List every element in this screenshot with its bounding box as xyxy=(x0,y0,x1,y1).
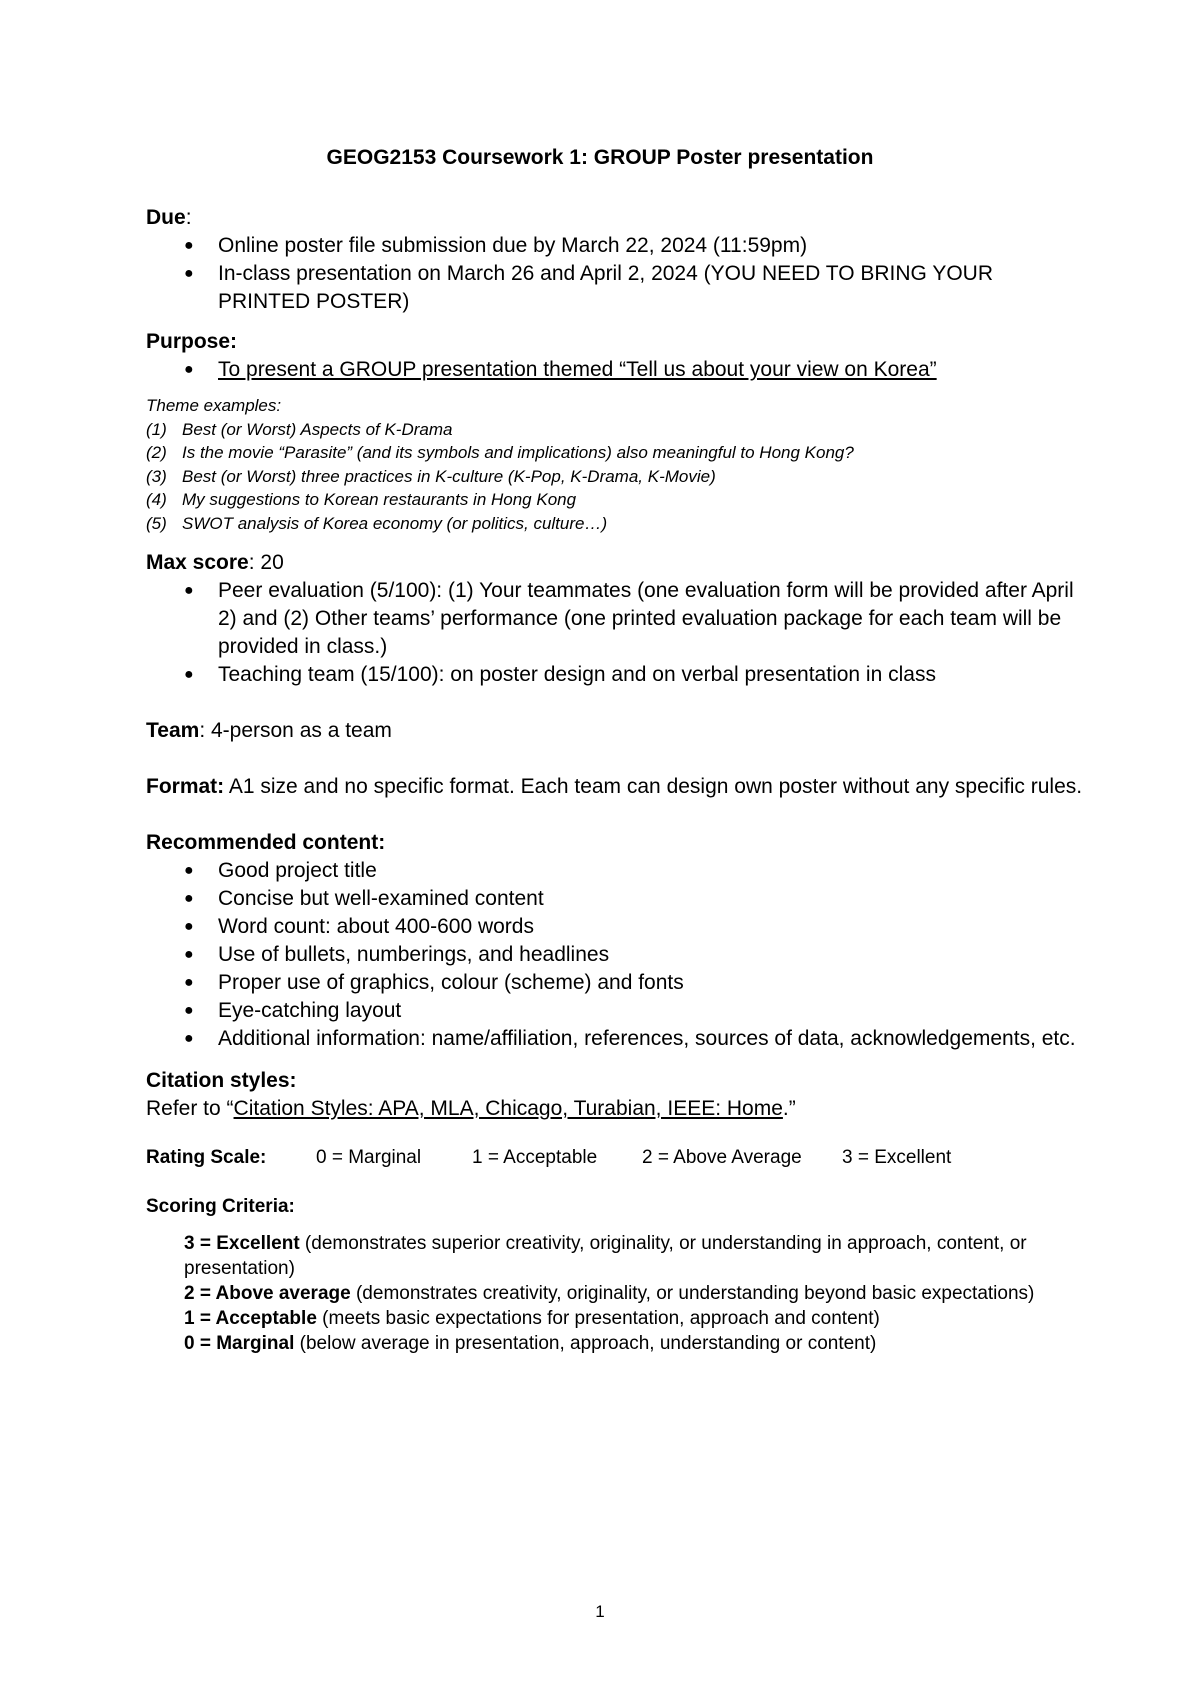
due-list xyxy=(146,232,1086,316)
bullet-icon: ● xyxy=(184,265,194,282)
list-item: ● In-class presentation on March 26 and April 2, 2024 (YOU NEED TO BRING YOUR PRINTED POSTER) xyxy=(184,262,994,313)
list-item: ● Peer evaluation (5/100): (1) Your teammates (one evaluation form will be provided after April 2) and (2) Other teams’ performance (one printed evaluation package for each team will be provided in class.) xyxy=(184,579,1074,658)
bullet-icon: ● xyxy=(184,918,194,935)
citation-text: Refer to “Citation Styles: APA, MLA, Chicago, Turabian, IEEE: Home.” xyxy=(146,1097,796,1120)
purpose-heading: Purpose: xyxy=(146,330,238,353)
format-label: Format: xyxy=(146,775,225,798)
bullet-icon: ● xyxy=(184,582,194,599)
due-section xyxy=(146,204,1086,316)
bullet-icon: ● xyxy=(184,237,194,254)
page-title: GEOG2153 Coursework 1: GROUP Poster presentation xyxy=(326,146,874,169)
bullet-icon: ● xyxy=(184,666,194,683)
team-section xyxy=(146,717,1086,745)
list-item: ● Proper use of graphics, colour (scheme) and fonts xyxy=(146,969,1086,997)
recommended-heading: Recommended content: xyxy=(146,831,386,854)
scoring-section xyxy=(146,1194,1086,1356)
purpose-section xyxy=(146,328,1086,535)
theme-examples-label: Theme examples: xyxy=(146,396,282,415)
purpose-list xyxy=(146,356,1086,384)
bullet-icon: ● xyxy=(184,1002,194,1019)
theme-item: (3) Best (or Worst) three practices in K-culture (K-Pop, K-Drama, K-Movie) xyxy=(146,466,716,486)
criteria-item: 3 = Excellent (demonstrates superior creativity, originality, or understanding in approach, content, or presentation) xyxy=(184,1233,1027,1279)
scoring-heading: Scoring Criteria: xyxy=(146,1196,295,1217)
list-item: ● Online poster file submission due by March 22, 2024 (11:59pm) xyxy=(146,232,1086,260)
theme-item: (1) Best (or Worst) Aspects of K-Drama xyxy=(146,419,453,439)
theme-item: (2) Is the movie “Parasite” (and its symbols and implications) also meaningful to Hong Kong? xyxy=(146,443,854,462)
due-label: Due xyxy=(146,206,186,229)
rating-excellent: 3 = Excellent xyxy=(842,1147,952,1168)
document-body xyxy=(146,204,1086,1356)
scoring-criteria-list xyxy=(146,1231,1086,1356)
max-score-section xyxy=(146,549,1086,689)
criteria-item: 2 = Above average (demonstrates creativity, originality, or understanding beyond basic expectations) xyxy=(184,1283,1035,1304)
criteria-item: 0 = Marginal (below average in presentation, approach, understanding or content) xyxy=(184,1333,877,1354)
list-item: ● Good project title xyxy=(146,857,1086,885)
rating-above-average: 2 = Above Average xyxy=(642,1147,802,1168)
bullet-icon: ● xyxy=(184,1030,194,1047)
theme-item: (5) SWOT analysis of Korea economy (or politics, culture…) xyxy=(146,513,608,533)
bullet-icon: ● xyxy=(184,890,194,907)
list-item: ● Use of bullets, numberings, and headlines xyxy=(146,941,1086,969)
format-section xyxy=(146,773,1086,801)
citation-section xyxy=(146,1067,1086,1123)
team-label: Team xyxy=(146,719,200,742)
recommended-section xyxy=(146,829,1086,1053)
list-item: ● Teaching team (15/100): on poster design and on verbal presentation in class xyxy=(146,661,1086,689)
list-item: ● To present a GROUP presentation themed “Tell us about your view on Korea” xyxy=(146,356,1086,384)
bullet-icon: ● xyxy=(184,946,194,963)
bullet-icon: ● xyxy=(184,862,194,879)
list-item: ● Additional information: name/affiliation, references, sources of data, acknowledgements, etc. xyxy=(146,1025,1086,1053)
team-value: : 4-person as a team xyxy=(199,719,392,742)
list-item: ● Word count: about 400-600 words xyxy=(146,913,1086,941)
citation-styles-link[interactable]: Citation Styles: APA, MLA, Chicago, Turabian, IEEE: Home xyxy=(233,1097,783,1120)
max-score-heading: Max score: 20 xyxy=(146,551,284,574)
list-item: ● Eye-catching layout xyxy=(146,997,1086,1025)
rating-acceptable: 1 = Acceptable xyxy=(472,1147,598,1168)
citation-heading: Citation styles: xyxy=(146,1069,297,1092)
list-item: ● Concise but well-examined content xyxy=(146,885,1086,913)
criteria-item: 1 = Acceptable (meets basic expectations for presentation, approach and content) xyxy=(184,1308,880,1329)
due-colon: : xyxy=(185,206,192,229)
due-heading xyxy=(146,204,1086,232)
recommended-list xyxy=(146,857,1086,1053)
rating-scale-label: Rating Scale: xyxy=(146,1147,267,1168)
page-number: 1 xyxy=(595,1602,605,1621)
rating-scale xyxy=(146,1145,1086,1170)
bullet-icon: ● xyxy=(184,361,194,378)
bullet-icon: ● xyxy=(184,974,194,991)
theme-examples xyxy=(146,394,1086,535)
theme-item: (4) My suggestions to Korean restaurants in Hong Kong xyxy=(146,490,577,509)
max-score-list xyxy=(146,577,1086,689)
rating-marginal: 0 = Marginal xyxy=(316,1147,422,1168)
format-value: A1 size and no specific format. Each team can design own poster without any specific rules. xyxy=(224,775,1083,798)
